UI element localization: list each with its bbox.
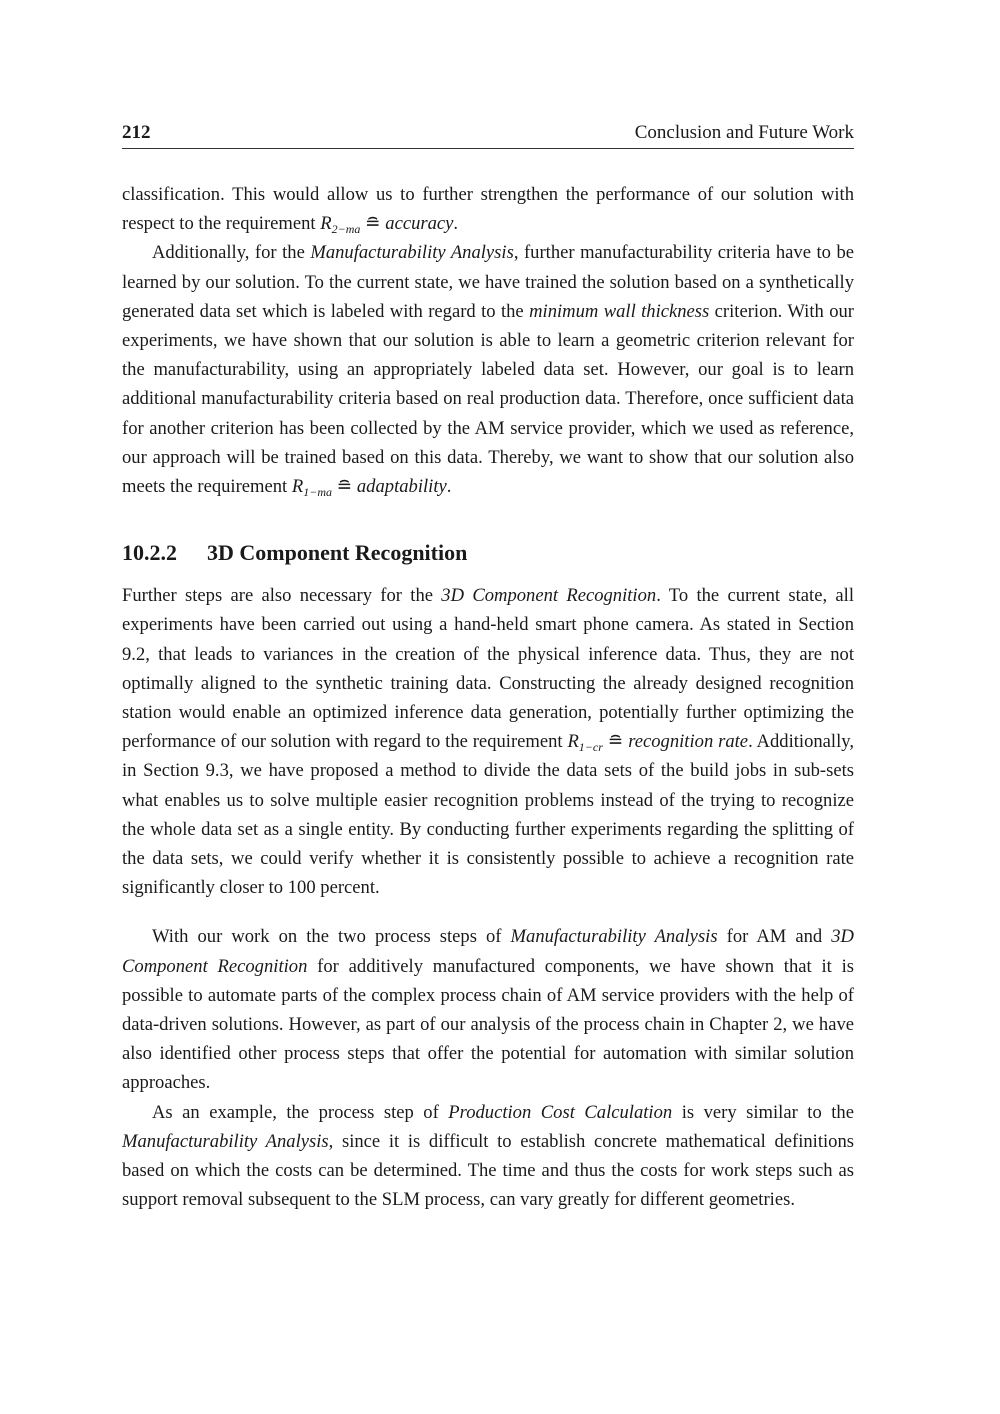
p1-req-symbol: R [320,213,332,235]
p1-text-1: classification. This would allow us to further strengthen the performance of our solution with respect to the requirement [122,184,854,235]
section-title: 3D Component Recognition [207,540,468,566]
p2-req-subscript: 1−ma [303,485,332,500]
p1-req-term: accuracy [385,213,454,235]
p5-text-2: is very similar to the [672,1101,854,1123]
p2-text-2: , further manufacturability criteria have to be learned by our solution. To the current state, we have trained the solution based on a synthetically generated data set which is labeled with regard to the [122,242,854,322]
p3-req-subscript: 1−cr [578,740,603,755]
p5-emph-2: Manufacturability Analysis [122,1130,329,1152]
p3-text-1: Further steps are also necessary for the [122,585,442,607]
p2-emph-2: minimum wall thickness [529,300,710,322]
p2-text-1: Additionally, for the [152,242,311,264]
p5-text-1: As an example, the process step of [152,1101,449,1123]
p3-text-3: . Additionally, in Section 9.3, we have proposed a method to divide the data sets of the build jobs in sub-sets what enables us to solve multiple easier recognition problems instead of the trying to recognize the whole data set as a single entity. By conducting further experiments regarding the splitting of the data sets, we could verify whether it is consistently possible to achieve a recognition rate significantly closer to 100 percent. [122,731,854,899]
p2-req-symbol: R [291,476,304,498]
p2-corresponds-symbol: ≘ [331,476,357,498]
p4-emph-1: Manufacturability Analysis [510,926,718,948]
p3-req-symbol: R [567,731,579,753]
p3-emph-1: 3D Component Recognition [441,585,657,607]
p2-emph-1: Manufacturability Analysis [310,242,514,264]
p5-emph-1: Production Cost Calculation [448,1101,673,1123]
section-heading [122,538,854,568]
section-number: 10.2.2 [122,540,177,566]
p3-corresponds-symbol: ≘ [602,731,629,753]
p2-text-3: criterion. With our experiments, we have shown that our solution is able to learn a geometric criterion relevant for the manufacturability, using an appropriately labeled data set. However, our goal is to learn additional manufacturability criteria based on real production data. Therefore, once sufficient data for another criterion has been collected by the AM service provider, which we used as reference, our approach will be trained based on this data. Thereby, we want to show that our solution also meets the requirement [122,300,854,498]
p4-text-2: for AM and [717,926,832,948]
paragraph-2 [122,238,854,501]
body-text [122,180,854,1215]
p3-text-2: . To the current state, all experiments have been carried out using a hand-held smart phone camera. As stated in Section 9.2, that leads to variances in the creation of the physical inference data. Thus, they are not optimally aligned to the synthetic training data. Constructing the already designed recognition station would enable an optimized inference data generation, potentially further optimizing the performance of our solution with regard to the requirement [122,585,854,753]
p1-corresponds-symbol: ≘ [360,213,386,235]
paragraph-5 [122,1098,854,1215]
page-header [122,121,854,149]
p4-emph-2: 3D Component Recognition [122,926,854,977]
p4-text-1: With our work on the two process steps of [152,926,511,948]
p3-req-term: recognition rate [628,731,749,753]
p5-text-3: , since it is difficult to establish concrete mathematical definitions based on which the costs can be determined. The time and thus the costs for work steps such as support removal subsequent to the SLM process, can vary greatly for different geometries. [122,1130,854,1211]
page-number: 212 [122,122,151,143]
p2-text-4: . [446,476,452,498]
paragraph-3 [122,581,854,902]
p1-text-2: . [453,213,459,235]
p4-text-3: for additively manufactured components, we have shown that it is possible to automate parts of the complex process chain of AM service providers with the help of data-driven solutions. However, as part of our analysis of the process chain in Chapter 2, we have also identified other process steps that offer the potential for automation with similar solution approaches. [122,955,854,1094]
paragraph-1 [122,180,854,238]
p1-req-subscript: 2−ma [331,222,361,237]
p2-req-term: adaptability [356,476,447,498]
paragraph-4 [122,922,854,1097]
running-title: Conclusion and Future Work [634,122,854,143]
